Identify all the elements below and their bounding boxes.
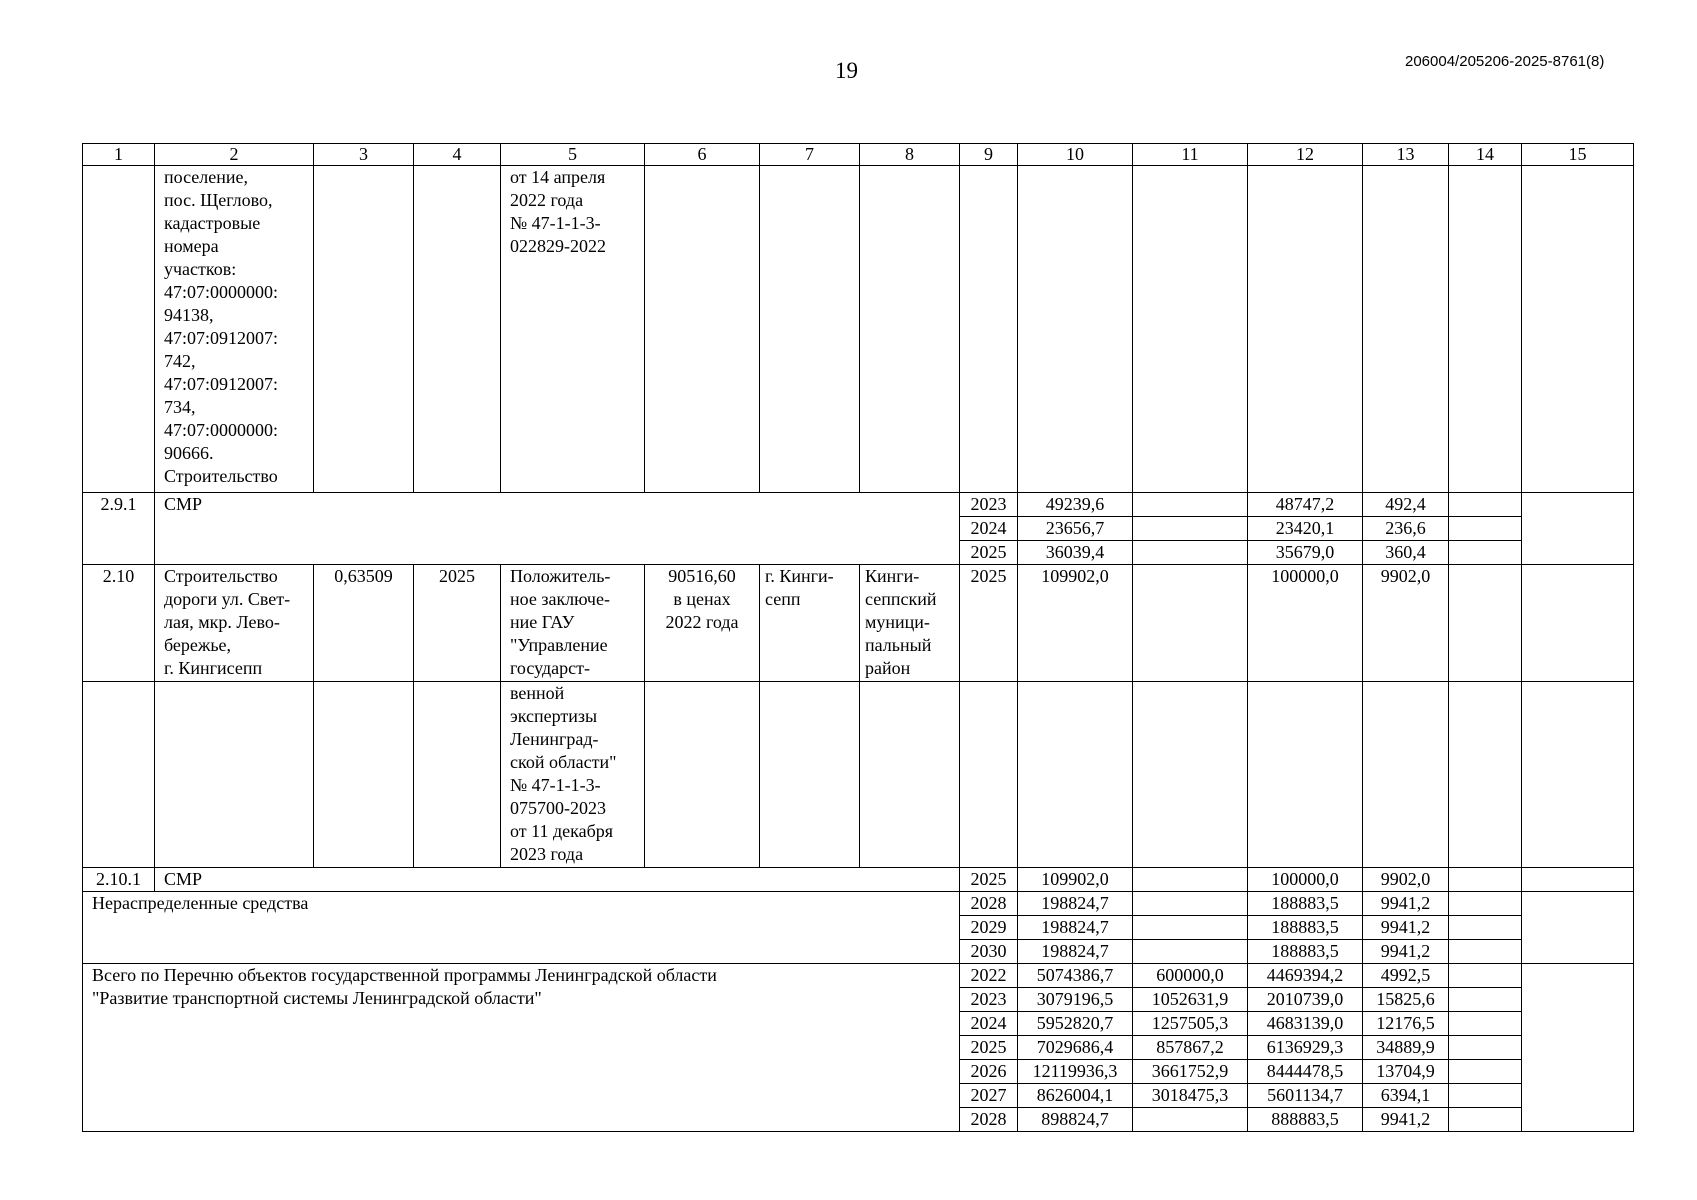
- cell: [1522, 868, 1634, 892]
- col-header: 14: [1449, 144, 1522, 166]
- text-line: Кинги-: [865, 566, 920, 586]
- row-number: 2.10: [83, 565, 155, 682]
- text-line: Ленинград-: [510, 729, 599, 749]
- local-cell: 236,6: [1363, 517, 1449, 541]
- cell: [1522, 166, 1634, 493]
- col-header: 4: [414, 144, 501, 166]
- text-line: 90516,60: [668, 566, 736, 586]
- cell: [414, 682, 501, 868]
- cell: [760, 166, 860, 493]
- text-line: 47:07:0912007:: [164, 374, 279, 394]
- cell: [1449, 868, 1522, 892]
- table-row: [83, 892, 1634, 916]
- text-line: № 47-1-1-3-: [510, 775, 601, 795]
- regional-cell: 100000,0: [1248, 868, 1363, 892]
- text-line: муници-: [865, 612, 930, 632]
- local-cell: 360,4: [1363, 541, 1449, 565]
- text-line: 742,: [164, 351, 196, 371]
- text-line: ской области": [510, 752, 617, 772]
- local-cell: 492,4: [1363, 493, 1449, 517]
- year-cell: 2022: [960, 964, 1018, 988]
- table-row: [83, 565, 1634, 682]
- total-cell: 109902,0: [1018, 868, 1133, 892]
- text-line: номера: [164, 236, 219, 256]
- cell: [83, 166, 155, 493]
- federal-cell: [1133, 916, 1248, 940]
- text-line: государст-: [510, 658, 590, 678]
- cell: [1018, 682, 1133, 868]
- row-label: СМР: [155, 493, 960, 565]
- local-cell: 6394,1: [1363, 1084, 1449, 1108]
- row-label: СМР: [155, 868, 960, 892]
- column-numbers-row: [83, 144, 1634, 166]
- text-line: венной: [510, 683, 565, 703]
- cell: [1522, 493, 1634, 565]
- text-line: в ценах: [673, 589, 731, 609]
- total-cell: 5074386,7: [1018, 964, 1133, 988]
- local-cell: 34889,9: [1363, 1036, 1449, 1060]
- table-row: [83, 868, 1634, 892]
- table-row: [83, 964, 1634, 988]
- text-line: участков:: [164, 259, 237, 279]
- text-line: экспертизы: [510, 706, 598, 726]
- total-cell: 8626004,1: [1018, 1084, 1133, 1108]
- year-cell: 2025: [960, 541, 1018, 565]
- text-line: 075700-2023: [510, 798, 606, 818]
- text-line: "Управление: [510, 635, 608, 655]
- year-cell: 2026: [960, 1060, 1018, 1084]
- col-header: 2: [155, 144, 314, 166]
- regional-cell: 4469394,2: [1248, 964, 1363, 988]
- table-row: [83, 166, 1634, 493]
- total-cell: 198824,7: [1018, 892, 1133, 916]
- federal-cell: 600000,0: [1133, 964, 1248, 988]
- cell: [1449, 565, 1522, 682]
- year-cell: 2025: [960, 868, 1018, 892]
- local-cell: 9902,0: [1363, 868, 1449, 892]
- total-cell: 5952820,7: [1018, 1012, 1133, 1036]
- cell: [645, 166, 760, 493]
- cell: [1522, 964, 1634, 1132]
- text-line: 47:07:0000000:: [164, 282, 279, 302]
- col-header: 13: [1363, 144, 1449, 166]
- capacity-cell: 0,63509: [314, 565, 414, 682]
- federal-cell: 3661752,9: [1133, 1060, 1248, 1084]
- total-cell: 3079196,5: [1018, 988, 1133, 1012]
- text-line: г. Кинги-: [765, 566, 834, 586]
- cell: [1449, 541, 1522, 565]
- local-cell: 9902,0: [1363, 565, 1449, 682]
- cell: [414, 166, 501, 493]
- cell: [1449, 517, 1522, 541]
- text-line: от 14 апреля: [510, 167, 606, 187]
- cell: [760, 682, 860, 868]
- cell: [1449, 1084, 1522, 1108]
- year-cell: 2023: [960, 988, 1018, 1012]
- unallocated-label: Нераспределенные средства: [83, 892, 960, 964]
- cell: [960, 682, 1018, 868]
- cell: [1449, 1108, 1522, 1132]
- year-cell: 2028: [960, 892, 1018, 916]
- col-header: 5: [501, 144, 645, 166]
- col-header: 15: [1522, 144, 1634, 166]
- year-cell: 2024: [960, 1012, 1018, 1036]
- page-number: 19: [835, 58, 858, 83]
- document-cell: [501, 166, 645, 493]
- cell: [155, 682, 314, 868]
- text-line: лая, мкр. Лево-: [164, 612, 280, 632]
- cell: [1449, 682, 1522, 868]
- location-cell: [760, 565, 860, 682]
- text-line: 734,: [164, 397, 196, 417]
- text-line: пальный: [865, 635, 932, 655]
- regional-cell: 188883,5: [1248, 940, 1363, 964]
- col-header: 9: [960, 144, 1018, 166]
- cell: [1133, 166, 1248, 493]
- cell: [1522, 682, 1634, 868]
- regional-cell: 188883,5: [1248, 916, 1363, 940]
- cell: [1248, 682, 1363, 868]
- col-header: 1: [83, 144, 155, 166]
- cell: [1449, 916, 1522, 940]
- cell: [1363, 166, 1449, 493]
- regional-cell: 5601134,7: [1248, 1084, 1363, 1108]
- federal-cell: [1133, 1108, 1248, 1132]
- start-year-cell: 2025: [414, 565, 501, 682]
- customer-cell: [860, 565, 960, 682]
- total-cell: 7029686,4: [1018, 1036, 1133, 1060]
- cell: [1449, 892, 1522, 916]
- cell: [860, 682, 960, 868]
- text-line: ние ГАУ: [510, 612, 575, 632]
- cell: [1449, 988, 1522, 1012]
- year-cell: 2027: [960, 1084, 1018, 1108]
- grand-total-label: [83, 964, 960, 1132]
- federal-cell: 857867,2: [1133, 1036, 1248, 1060]
- year-cell: 2024: [960, 517, 1018, 541]
- year-cell: 2029: [960, 916, 1018, 940]
- cell: [1449, 1036, 1522, 1060]
- text-line: 2023 года: [510, 844, 584, 864]
- total-cell: 898824,7: [1018, 1108, 1133, 1132]
- text-line: кадастровые: [164, 213, 261, 233]
- cell: [1449, 1060, 1522, 1084]
- text-line: дороги ул. Свет-: [164, 589, 291, 609]
- regional-cell: 888883,5: [1248, 1108, 1363, 1132]
- local-cell: 15825,6: [1363, 988, 1449, 1012]
- text-line: 94138,: [164, 305, 214, 325]
- cell: [314, 166, 414, 493]
- text-line: 90666.: [164, 443, 214, 463]
- text-line: сепп: [765, 589, 801, 609]
- total-cell: 23656,7: [1018, 517, 1133, 541]
- cell: [645, 682, 760, 868]
- federal-cell: [1133, 892, 1248, 916]
- cell: [1363, 682, 1449, 868]
- document-cell: [501, 682, 645, 868]
- regional-cell: 48747,2: [1248, 493, 1363, 517]
- cell: [83, 682, 155, 868]
- text-line: г. Кингисепп: [164, 658, 263, 678]
- text-line: № 47-1-1-3-: [510, 213, 601, 233]
- total-cell: 109902,0: [1018, 565, 1133, 682]
- col-header: 11: [1133, 144, 1248, 166]
- text-line: поселение,: [164, 167, 249, 187]
- local-cell: 13704,9: [1363, 1060, 1449, 1084]
- object-name-cell: [155, 565, 314, 682]
- text-line: бережье,: [164, 635, 232, 655]
- document-id: 206004/205206-2025-8761(8): [1405, 53, 1605, 70]
- federal-cell: [1133, 565, 1248, 682]
- col-header: 10: [1018, 144, 1133, 166]
- total-cell: 36039,4: [1018, 541, 1133, 565]
- text-line: Строительство: [164, 466, 278, 486]
- federal-cell: 1257505,3: [1133, 1012, 1248, 1036]
- text-line: пос. Щеглово,: [164, 190, 273, 210]
- local-cell: 4992,5: [1363, 964, 1449, 988]
- regional-cell: 23420,1: [1248, 517, 1363, 541]
- text-line: "Развитие транспортной системы Ленинградской области": [92, 988, 542, 1008]
- regional-cell: 8444478,5: [1248, 1060, 1363, 1084]
- year-cell: 2030: [960, 940, 1018, 964]
- cell: [314, 682, 414, 868]
- cell: [1449, 166, 1522, 493]
- cell: [1018, 166, 1133, 493]
- year-cell: 2028: [960, 1108, 1018, 1132]
- text-line: район: [865, 658, 911, 678]
- text-line: Строительство: [164, 566, 278, 586]
- local-cell: 9941,2: [1363, 916, 1449, 940]
- text-line: 47:07:0912007:: [164, 328, 279, 348]
- regional-cell: 4683139,0: [1248, 1012, 1363, 1036]
- cell: [1449, 964, 1522, 988]
- cell: [1449, 493, 1522, 517]
- cell: [1449, 940, 1522, 964]
- cell: [860, 166, 960, 493]
- text-line: сеппский: [865, 589, 937, 609]
- year-cell: 2025: [960, 1036, 1018, 1060]
- total-cell: 49239,6: [1018, 493, 1133, 517]
- cell: [1449, 1012, 1522, 1036]
- federal-cell: [1133, 541, 1248, 565]
- cell: [1248, 166, 1363, 493]
- total-cell: 198824,7: [1018, 940, 1133, 964]
- col-header: 8: [860, 144, 960, 166]
- total-cell: 12119936,3: [1018, 1060, 1133, 1084]
- regional-cell: 188883,5: [1248, 892, 1363, 916]
- text-line: 2022 года: [665, 612, 739, 632]
- total-cell: 198824,7: [1018, 916, 1133, 940]
- cell: [1522, 892, 1634, 964]
- year-cell: 2025: [960, 565, 1018, 682]
- regional-cell: 6136929,3: [1248, 1036, 1363, 1060]
- text-line: от 11 декабря: [510, 821, 614, 841]
- table-row: [83, 493, 1634, 517]
- year-cell: 2023: [960, 493, 1018, 517]
- regional-cell: 100000,0: [1248, 565, 1363, 682]
- object-name-cell: [155, 166, 314, 493]
- document-cell: [501, 565, 645, 682]
- text-line: Положитель-: [510, 566, 611, 586]
- federal-cell: 1052631,9: [1133, 988, 1248, 1012]
- federal-cell: [1133, 940, 1248, 964]
- local-cell: 9941,2: [1363, 940, 1449, 964]
- federal-cell: [1133, 517, 1248, 541]
- objects-table: [82, 143, 1634, 1132]
- text-line: 022829-2022: [510, 236, 606, 256]
- cell: [960, 166, 1018, 493]
- col-header: 7: [760, 144, 860, 166]
- cost-cell: [645, 565, 760, 682]
- text-line: Всего по Перечню объектов государственной программы Ленинградской области: [92, 965, 717, 985]
- cell: [1133, 682, 1248, 868]
- local-cell: 9941,2: [1363, 1108, 1449, 1132]
- regional-cell: 2010739,0: [1248, 988, 1363, 1012]
- col-header: 12: [1248, 144, 1363, 166]
- regional-cell: 35679,0: [1248, 541, 1363, 565]
- table-row: [83, 682, 1634, 868]
- local-cell: 9941,2: [1363, 892, 1449, 916]
- row-number: 2.9.1: [83, 493, 155, 565]
- text-line: ное заключе-: [510, 589, 610, 609]
- col-header: 3: [314, 144, 414, 166]
- federal-cell: 3018475,3: [1133, 1084, 1248, 1108]
- row-number: 2.10.1: [83, 868, 155, 892]
- federal-cell: [1133, 868, 1248, 892]
- text-line: 2022 года: [510, 190, 584, 210]
- text-line: 47:07:0000000:: [164, 420, 279, 440]
- cell: [1522, 565, 1634, 682]
- federal-cell: [1133, 493, 1248, 517]
- col-header: 6: [645, 144, 760, 166]
- local-cell: 12176,5: [1363, 1012, 1449, 1036]
